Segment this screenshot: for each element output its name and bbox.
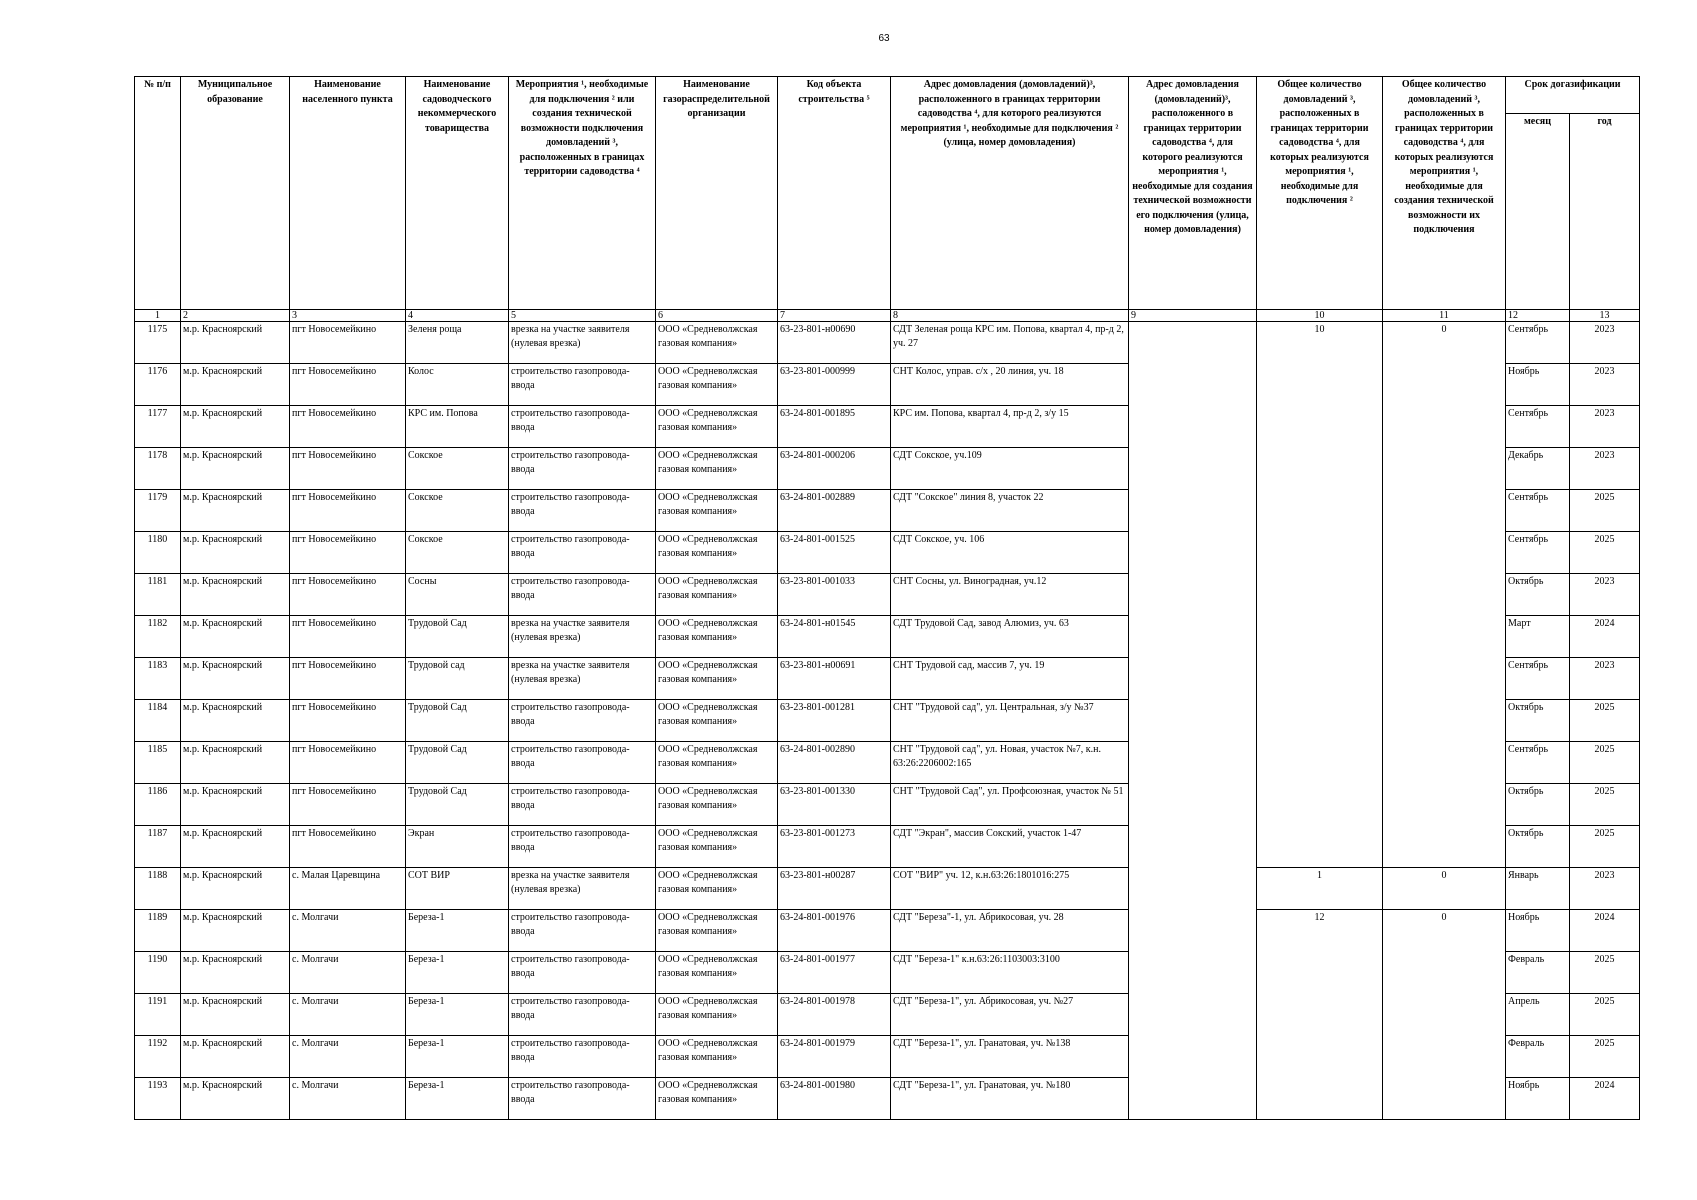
partnership-cell: Колос: [406, 364, 509, 406]
municipality-cell: м.р. Красноярский: [181, 364, 290, 406]
object-code-cell: 63-24-801-002889: [778, 490, 891, 532]
deadline-year-cell: 2025: [1570, 994, 1640, 1036]
deadline-month-cell: Декабрь: [1506, 448, 1570, 490]
deadline-month-cell: Ноябрь: [1506, 910, 1570, 952]
column-numbers-row: [135, 310, 1640, 322]
measure-cell: врезка на участке заявителя (нулевая врезка): [509, 616, 656, 658]
gas-org-cell: ООО «Средневолжская газовая компания»: [656, 616, 778, 658]
municipality-cell: м.р. Красноярский: [181, 616, 290, 658]
deadline-year-cell: 2024: [1570, 910, 1640, 952]
deadline-year-cell: 2025: [1570, 784, 1640, 826]
table-row: [135, 322, 1640, 364]
gas-org-cell: ООО «Средневолжская газовая компания»: [656, 700, 778, 742]
partnership-cell: Трудовой Сад: [406, 700, 509, 742]
partnership-cell: Береза-1: [406, 910, 509, 952]
column-number: 5: [509, 310, 656, 322]
gas-org-cell: ООО «Средневолжская газовая компания»: [656, 952, 778, 994]
deadline-month-cell: Ноябрь: [1506, 364, 1570, 406]
row-number: 1183: [135, 658, 181, 700]
measure-cell: строительство газопровода-ввода: [509, 574, 656, 616]
column-number: 8: [891, 310, 1129, 322]
deadline-month-cell: Февраль: [1506, 1036, 1570, 1078]
row-number: 1182: [135, 616, 181, 658]
header-deadline: Срок догазификации: [1506, 77, 1640, 114]
measure-cell: врезка на участке заявителя (нулевая врезка): [509, 322, 656, 364]
municipality-cell: м.р. Красноярский: [181, 490, 290, 532]
row-number: 1190: [135, 952, 181, 994]
header-month: месяц: [1506, 114, 1570, 310]
address-connect-cell: СНТ "Трудовой Сад", ул. Профсоюзная, участок № 51: [891, 784, 1129, 826]
object-code-cell: 63-24-801-001980: [778, 1078, 891, 1120]
deadline-month-cell: Апрель: [1506, 994, 1570, 1036]
gas-org-cell: ООО «Средневолжская газовая компания»: [656, 868, 778, 910]
object-code-cell: 63-24-801-001895: [778, 406, 891, 448]
row-number: 1193: [135, 1078, 181, 1120]
header-settlement: Наименование населенного пункта: [290, 77, 406, 310]
deadline-year-cell: 2025: [1570, 952, 1640, 994]
measure-cell: строительство газопровода-ввода: [509, 910, 656, 952]
settlement-cell: пгт Новосемейкино: [290, 658, 406, 700]
address-connect-cell: СДТ "Береза-1" к.н.63:26:1103003:3100: [891, 952, 1129, 994]
municipality-cell: м.р. Красноярский: [181, 994, 290, 1036]
deadline-month-cell: Январь: [1506, 868, 1570, 910]
measure-cell: строительство газопровода-ввода: [509, 700, 656, 742]
header-total-tech: Общее количество домовладений ³, расположенных в границах территории садоводства ⁴, для которых реализуются мероприятия ¹, необходимые для создания технической возможности их подключения: [1383, 77, 1506, 310]
partnership-cell: Сокское: [406, 490, 509, 532]
settlement-cell: с. Молгачи: [290, 1036, 406, 1078]
municipality-cell: м.р. Красноярский: [181, 910, 290, 952]
header-address-tech: Адрес домовладения (домовладений)³, расположенного в границах территории садоводства ⁴, для которого реализуются мероприятия ¹, необходимые для создания технической возможности его подключения (улица, номер домовладения): [1129, 77, 1257, 310]
municipality-cell: м.р. Красноярский: [181, 322, 290, 364]
measure-cell: строительство газопровода-ввода: [509, 952, 656, 994]
column-number: 9: [1129, 310, 1257, 322]
object-code-cell: 63-23-801-н00691: [778, 658, 891, 700]
object-code-cell: 63-23-801-001281: [778, 700, 891, 742]
gas-org-cell: ООО «Средневолжская газовая компания»: [656, 406, 778, 448]
deadline-month-cell: Март: [1506, 616, 1570, 658]
row-number: 1187: [135, 826, 181, 868]
municipality-cell: м.р. Красноярский: [181, 658, 290, 700]
municipality-cell: м.р. Красноярский: [181, 406, 290, 448]
row-number: 1191: [135, 994, 181, 1036]
deadline-year-cell: 2025: [1570, 490, 1640, 532]
deadline-year-cell: 2025: [1570, 826, 1640, 868]
gas-org-cell: ООО «Средневолжская газовая компания»: [656, 364, 778, 406]
address-connect-cell: КРС им. Попова, квартал 4, пр-д 2, з/у 15: [891, 406, 1129, 448]
settlement-cell: пгт Новосемейкино: [290, 406, 406, 448]
settlement-cell: пгт Новосемейкино: [290, 826, 406, 868]
gas-org-cell: ООО «Средневолжская газовая компания»: [656, 826, 778, 868]
settlement-cell: пгт Новосемейкино: [290, 742, 406, 784]
deadline-year-cell: 2023: [1570, 406, 1640, 448]
header-total-connect: Общее количество домовладений ³, расположенных в границах территории садоводства ⁴, для которых реализуются мероприятия ¹, необходимые для подключения ²: [1257, 77, 1383, 310]
deadline-month-cell: Сентябрь: [1506, 742, 1570, 784]
settlement-cell: пгт Новосемейкино: [290, 490, 406, 532]
municipality-cell: м.р. Красноярский: [181, 1036, 290, 1078]
partnership-cell: Сокское: [406, 532, 509, 574]
column-number: 2: [181, 310, 290, 322]
settlement-cell: с. Молгачи: [290, 994, 406, 1036]
gas-org-cell: ООО «Средневолжская газовая компания»: [656, 490, 778, 532]
object-code-cell: 63-23-801-н00287: [778, 868, 891, 910]
address-connect-cell: СДТ "Береза-1", ул. Гранатовая, уч. №180: [891, 1078, 1129, 1120]
measure-cell: строительство газопровода-ввода: [509, 406, 656, 448]
measure-cell: строительство газопровода-ввода: [509, 826, 656, 868]
object-code-cell: 63-24-801-001978: [778, 994, 891, 1036]
measure-cell: строительство газопровода-ввода: [509, 364, 656, 406]
deadline-month-cell: Октябрь: [1506, 784, 1570, 826]
address-connect-cell: СДТ "Береза-1", ул. Гранатовая, уч. №138: [891, 1036, 1129, 1078]
address-tech-cell: [1129, 322, 1257, 1120]
gas-org-cell: ООО «Средневолжская газовая компания»: [656, 742, 778, 784]
measure-cell: врезка на участке заявителя (нулевая врезка): [509, 868, 656, 910]
gas-org-cell: ООО «Средневолжская газовая компания»: [656, 994, 778, 1036]
gas-org-cell: ООО «Средневолжская газовая компания»: [656, 448, 778, 490]
partnership-cell: Береза-1: [406, 994, 509, 1036]
deadline-month-cell: Февраль: [1506, 952, 1570, 994]
municipality-cell: м.р. Красноярский: [181, 868, 290, 910]
settlement-cell: с. Малая Царевщина: [290, 868, 406, 910]
address-connect-cell: СНТ "Трудовой сад", ул. Центральная, з/у №37: [891, 700, 1129, 742]
row-number: 1177: [135, 406, 181, 448]
measure-cell: строительство газопровода-ввода: [509, 1036, 656, 1078]
gas-org-cell: ООО «Средневолжская газовая компания»: [656, 784, 778, 826]
address-connect-cell: СДТ Трудовой Сад, завод Алюмиз, уч. 63: [891, 616, 1129, 658]
measure-cell: врезка на участке заявителя (нулевая врезка): [509, 658, 656, 700]
table-row: [135, 910, 1640, 952]
municipality-cell: м.р. Красноярский: [181, 784, 290, 826]
column-number: 13: [1570, 310, 1640, 322]
total-tech-cell: 0: [1383, 868, 1506, 910]
municipality-cell: м.р. Красноярский: [181, 532, 290, 574]
header-measures: Мероприятия ¹, необходимые для подключения ² или создания технической возможности подключения домовладений ³, расположенных в границах территории садоводства ⁴: [509, 77, 656, 310]
object-code-cell: 63-24-801-000206: [778, 448, 891, 490]
header-partnership: Наименование садоводческого некоммерческого товарищества: [406, 77, 509, 310]
deadline-year-cell: 2025: [1570, 742, 1640, 784]
deadline-month-cell: Сентябрь: [1506, 406, 1570, 448]
object-code-cell: 63-24-801-002890: [778, 742, 891, 784]
gas-org-cell: ООО «Средневолжская газовая компания»: [656, 322, 778, 364]
address-connect-cell: СОТ "ВИР" уч. 12, к.н.63:26:1801016:275: [891, 868, 1129, 910]
deadline-month-cell: Сентябрь: [1506, 322, 1570, 364]
settlement-cell: пгт Новосемейкино: [290, 574, 406, 616]
partnership-cell: Трудовой Сад: [406, 784, 509, 826]
measure-cell: строительство газопровода-ввода: [509, 784, 656, 826]
row-number: 1178: [135, 448, 181, 490]
row-number: 1175: [135, 322, 181, 364]
address-connect-cell: СНТ Трудовой сад, массив 7, уч. 19: [891, 658, 1129, 700]
column-number: 4: [406, 310, 509, 322]
object-code-cell: 63-24-801-001976: [778, 910, 891, 952]
deadline-month-cell: Сентябрь: [1506, 490, 1570, 532]
gas-org-cell: ООО «Средневолжская газовая компания»: [656, 574, 778, 616]
partnership-cell: Трудовой сад: [406, 658, 509, 700]
settlement-cell: пгт Новосемейкино: [290, 322, 406, 364]
municipality-cell: м.р. Красноярский: [181, 700, 290, 742]
row-number: 1181: [135, 574, 181, 616]
deadline-year-cell: 2024: [1570, 616, 1640, 658]
total-tech-cell: 0: [1383, 322, 1506, 868]
measure-cell: строительство газопровода-ввода: [509, 742, 656, 784]
partnership-cell: СОТ ВИР: [406, 868, 509, 910]
column-number: 7: [778, 310, 891, 322]
row-number: 1185: [135, 742, 181, 784]
column-number: 3: [290, 310, 406, 322]
partnership-cell: Береза-1: [406, 1078, 509, 1120]
measure-cell: строительство газопровода-ввода: [509, 490, 656, 532]
partnership-cell: Сокское: [406, 448, 509, 490]
municipality-cell: м.р. Красноярский: [181, 742, 290, 784]
row-number: 1176: [135, 364, 181, 406]
deadline-year-cell: 2023: [1570, 448, 1640, 490]
address-connect-cell: СДТ Сокское, уч.109: [891, 448, 1129, 490]
address-connect-cell: СДТ "Экран", массив Сокский, участок 1-47: [891, 826, 1129, 868]
total-tech-cell: 0: [1383, 910, 1506, 1120]
municipality-cell: м.р. Красноярский: [181, 1078, 290, 1120]
total-connect-cell: 1: [1257, 868, 1383, 910]
address-connect-cell: СДТ "Береза"-1, ул. Абрикосовая, уч. 28: [891, 910, 1129, 952]
gasification-table: [134, 76, 1640, 1120]
measure-cell: строительство газопровода-ввода: [509, 1078, 656, 1120]
header-address-connect: Адрес домовладения (домовладений)³, расположенного в границах территории садоводства ⁴, для которого реализуются мероприятия ¹, необходимые для подключения ² (улица, номер домовладения): [891, 77, 1129, 310]
column-number: 11: [1383, 310, 1506, 322]
row-number: 1179: [135, 490, 181, 532]
partnership-cell: Трудовой Сад: [406, 742, 509, 784]
partnership-cell: Зеленя роща: [406, 322, 509, 364]
object-code-cell: 63-23-801-001033: [778, 574, 891, 616]
settlement-cell: с. Молгачи: [290, 1078, 406, 1120]
settlement-cell: пгт Новосемейкино: [290, 784, 406, 826]
column-number: 1: [135, 310, 181, 322]
gas-org-cell: ООО «Средневолжская газовая компания»: [656, 910, 778, 952]
partnership-cell: Трудовой Сад: [406, 616, 509, 658]
column-number: 12: [1506, 310, 1570, 322]
header-gas-org: Наименование газораспределительной организации: [656, 77, 778, 310]
total-connect-cell: 10: [1257, 322, 1383, 868]
partnership-cell: Береза-1: [406, 1036, 509, 1078]
municipality-cell: м.р. Красноярский: [181, 826, 290, 868]
municipality-cell: м.р. Красноярский: [181, 574, 290, 616]
deadline-month-cell: Сентябрь: [1506, 532, 1570, 574]
settlement-cell: пгт Новосемейкино: [290, 448, 406, 490]
partnership-cell: Береза-1: [406, 952, 509, 994]
object-code-cell: 63-23-801-001273: [778, 826, 891, 868]
deadline-year-cell: 2025: [1570, 1036, 1640, 1078]
gas-org-cell: ООО «Средневолжская газовая компания»: [656, 532, 778, 574]
total-connect-cell: 12: [1257, 910, 1383, 1120]
gas-org-cell: ООО «Средневолжская газовая компания»: [656, 1036, 778, 1078]
row-number: 1180: [135, 532, 181, 574]
address-connect-cell: СДТ "Береза-1", ул. Абрикосовая, уч. №27: [891, 994, 1129, 1036]
measure-cell: строительство газопровода-ввода: [509, 448, 656, 490]
page-number: 63: [878, 33, 890, 44]
row-number: 1188: [135, 868, 181, 910]
deadline-month-cell: Ноябрь: [1506, 1078, 1570, 1120]
object-code-cell: 63-24-801-001525: [778, 532, 891, 574]
header-number: № п/п: [135, 77, 181, 310]
deadline-year-cell: 2023: [1570, 868, 1640, 910]
address-connect-cell: СДТ "Сокское" линия 8, участок 22: [891, 490, 1129, 532]
municipality-cell: м.р. Красноярский: [181, 952, 290, 994]
table-row: [135, 868, 1640, 910]
row-number: 1184: [135, 700, 181, 742]
measure-cell: строительство газопровода-ввода: [509, 532, 656, 574]
settlement-cell: пгт Новосемейкино: [290, 364, 406, 406]
address-connect-cell: СНТ Сосны, ул. Виноградная, уч.12: [891, 574, 1129, 616]
row-number: 1192: [135, 1036, 181, 1078]
deadline-month-cell: Октябрь: [1506, 574, 1570, 616]
measure-cell: строительство газопровода-ввода: [509, 994, 656, 1036]
deadline-month-cell: Октябрь: [1506, 700, 1570, 742]
object-code-cell: 63-23-801-н00690: [778, 322, 891, 364]
header-municipality: Муниципальное образование: [181, 77, 290, 310]
deadline-month-cell: Октябрь: [1506, 826, 1570, 868]
header-row: [135, 77, 1640, 114]
gas-org-cell: ООО «Средневолжская газовая компания»: [656, 1078, 778, 1120]
object-code-cell: 63-23-801-001330: [778, 784, 891, 826]
deadline-year-cell: 2025: [1570, 700, 1640, 742]
deadline-month-cell: Сентябрь: [1506, 658, 1570, 700]
deadline-year-cell: 2023: [1570, 364, 1640, 406]
partnership-cell: Экран: [406, 826, 509, 868]
object-code-cell: 63-24-801-001979: [778, 1036, 891, 1078]
column-number: 10: [1257, 310, 1383, 322]
address-connect-cell: СНТ Колос, управ. с/х , 20 линия, уч. 18: [891, 364, 1129, 406]
deadline-year-cell: 2025: [1570, 532, 1640, 574]
address-connect-cell: СДТ Сокское, уч. 106: [891, 532, 1129, 574]
deadline-year-cell: 2023: [1570, 658, 1640, 700]
settlement-cell: пгт Новосемейкино: [290, 616, 406, 658]
header-object-code: Код объекта строительства ⁵: [778, 77, 891, 310]
deadline-year-cell: 2024: [1570, 1078, 1640, 1120]
deadline-year-cell: 2023: [1570, 574, 1640, 616]
deadline-year-cell: 2023: [1570, 322, 1640, 364]
object-code-cell: 63-24-801-н01545: [778, 616, 891, 658]
municipality-cell: м.р. Красноярский: [181, 448, 290, 490]
header-year: год: [1570, 114, 1640, 310]
object-code-cell: 63-24-801-001977: [778, 952, 891, 994]
address-connect-cell: СНТ "Трудовой сад", ул. Новая, участок №7, к.н. 63:26:2206002:165: [891, 742, 1129, 784]
row-number: 1189: [135, 910, 181, 952]
partnership-cell: Сосны: [406, 574, 509, 616]
settlement-cell: с. Молгачи: [290, 910, 406, 952]
partnership-cell: КРС им. Попова: [406, 406, 509, 448]
settlement-cell: пгт Новосемейкино: [290, 532, 406, 574]
settlement-cell: пгт Новосемейкино: [290, 700, 406, 742]
settlement-cell: с. Молгачи: [290, 952, 406, 994]
address-connect-cell: СДТ Зеленая роща КРС им. Попова, квартал 4, пр-д 2, уч. 27: [891, 322, 1129, 364]
object-code-cell: 63-23-801-000999: [778, 364, 891, 406]
column-number: 6: [656, 310, 778, 322]
gas-org-cell: ООО «Средневолжская газовая компания»: [656, 658, 778, 700]
row-number: 1186: [135, 784, 181, 826]
